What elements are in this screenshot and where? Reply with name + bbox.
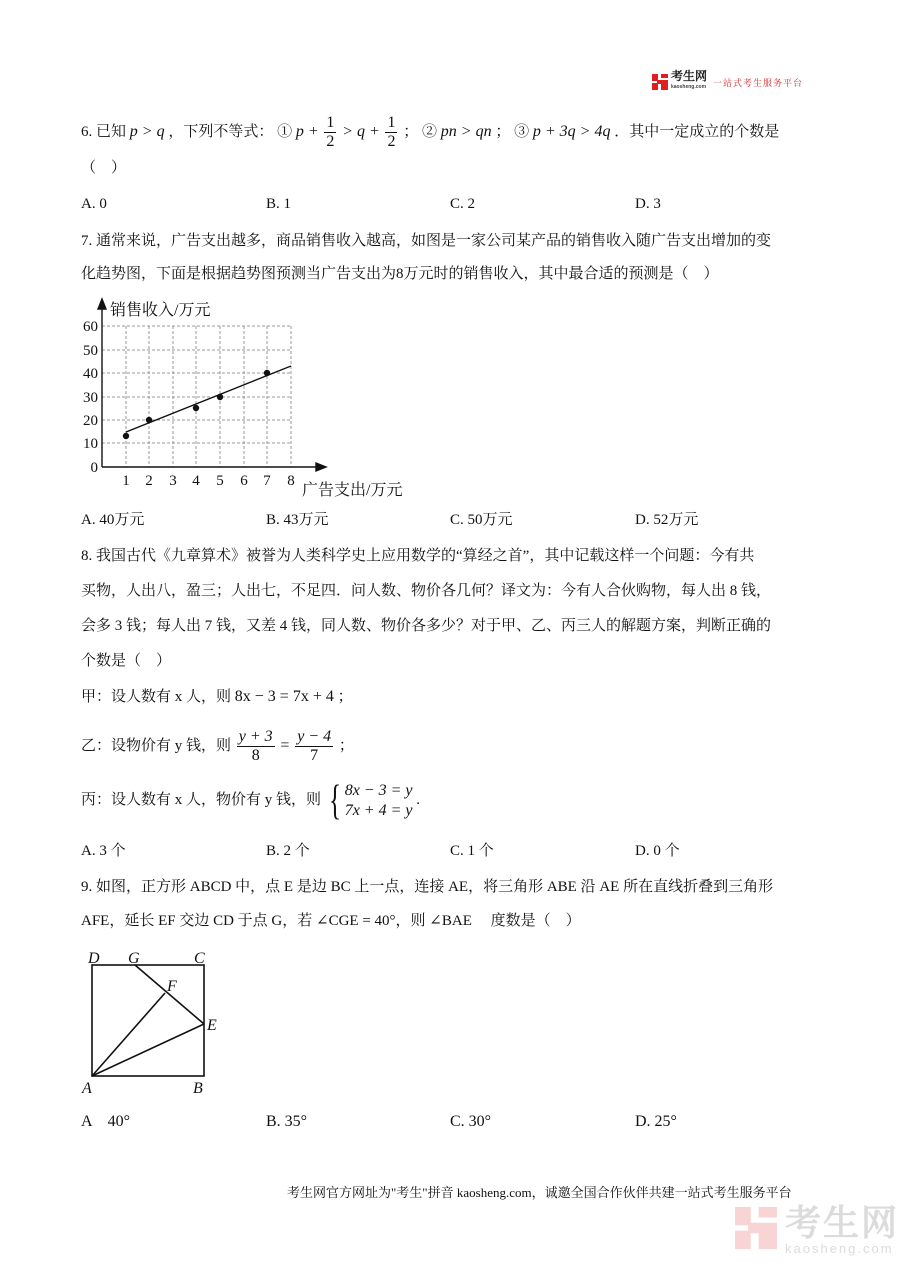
- q6-item3-mark: ③: [514, 123, 530, 140]
- q9-stem-line2: AFE，延长 EF 交边 CD 于点 G，若 ∠CGE = 40°，则 ∠BAE 度数是（ ）: [81, 913, 581, 929]
- q6-tail: ．其中一定成立的个数是: [614, 123, 780, 140]
- svg-text:30: 30: [83, 390, 98, 406]
- q7-option-c[interactable]: C. 50万元: [450, 512, 513, 528]
- q8-solution-yi: [81, 726, 354, 766]
- chart-axes: [98, 299, 326, 471]
- svg-text:A: A: [82, 1080, 92, 1095]
- chart-grid: [102, 326, 291, 467]
- watermark-name: 考生网: [785, 1202, 900, 1243]
- svg-text:8: 8: [287, 473, 295, 489]
- jia-equation: 8x − 3 = 7x + 4: [234, 688, 334, 705]
- yi-end: ；: [338, 738, 354, 754]
- svg-text:3: 3: [169, 473, 177, 489]
- q6-item1-right: > q +: [342, 122, 380, 140]
- footer-text: 考生网官方网址为"考生"拼音 kaosheng.com，诚邀全国合作伙伴共建一站式考生服务平台: [287, 1185, 792, 1200]
- q8-solution-jia: [81, 687, 353, 707]
- svg-text:10: 10: [83, 436, 98, 452]
- logo-icon: [652, 74, 668, 90]
- q6-mid: ，下列不等式：: [168, 123, 274, 140]
- yi-equals: =: [280, 737, 290, 754]
- svg-text:1: 1: [122, 473, 130, 489]
- svg-text:60: 60: [83, 319, 98, 335]
- header-logo: [652, 71, 803, 93]
- q9-option-b[interactable]: B. 35°: [266, 1113, 308, 1130]
- q8-stem-line3: 会多 3 钱；每人出 7 钱，又差 4 钱，同人数、物价各多少？对于甲、乙、丙三人的解题方案，判断正确的: [81, 618, 772, 634]
- svg-text:6: 6: [240, 473, 248, 489]
- q7-option-b[interactable]: B. 43万元: [266, 512, 329, 528]
- q6-item2: pn > qn: [440, 122, 492, 140]
- q6-item2-mark: ②: [422, 123, 438, 140]
- q8-stem-line1: 8. 我国古代《九章算术》被誉为人类科学史上应用数学的“算经之首”，其中记载这样一个问题：今有共: [81, 548, 755, 564]
- svg-text:0: 0: [90, 460, 98, 476]
- q6-sep: ；: [495, 123, 511, 140]
- q9-option-a[interactable]: A 40°: [81, 1113, 131, 1130]
- q6-option-c[interactable]: C. 2: [450, 196, 476, 212]
- logo-domain: kaosheng.com: [671, 84, 707, 90]
- q7-option-a[interactable]: A. 40万元: [81, 512, 145, 528]
- q7-option-d[interactable]: D. 52万元: [635, 512, 699, 528]
- svg-text:50: 50: [83, 343, 98, 359]
- watermark-logo-icon: [735, 1207, 777, 1254]
- q8-option-a[interactable]: A. 3 个: [81, 843, 126, 859]
- q9-option-c[interactable]: C. 30°: [450, 1113, 492, 1130]
- q6-item3: p + 3q > 4q: [532, 122, 611, 140]
- q7-stem-line2: 化趋势图，下面是根据趋势图预测当广告支出为8万元时的销售收入，其中最合适的预测是（ ）: [81, 266, 719, 282]
- svg-text:7: 7: [263, 473, 271, 489]
- bing-eq2: 7x + 4 = y: [344, 801, 413, 819]
- q8-stem-line2: 买物，人出八，盈三；人出七，不足四．问人数、物价各几何？译文为：今有人合伙购物，每人出 8 钱，: [81, 583, 772, 599]
- q8-option-c[interactable]: C. 1 个: [450, 843, 494, 859]
- q6-answer-paren: （ ）: [81, 160, 127, 176]
- q9-option-d[interactable]: D. 25°: [635, 1113, 677, 1130]
- q6-fraction-1: $\frac{1}{2}$: [326, 114, 335, 150]
- svg-text:D: D: [88, 950, 100, 967]
- q6-option-d[interactable]: D. 3: [635, 196, 661, 212]
- sales-chart: [80, 295, 420, 500]
- svg-text:20: 20: [83, 413, 98, 429]
- q8-solution-bing: [81, 778, 420, 822]
- q6-condition: p > q: [129, 122, 165, 140]
- q6-item1-mark: ①: [277, 123, 293, 140]
- q8-option-b[interactable]: B. 2 个: [266, 843, 310, 859]
- q7-stem-line1: 7. 通常来说，广告支出越多，商品销售收入越高，如图是一家公司某产品的销售收入随广告支出增加的变: [81, 233, 772, 249]
- chart-x-label: 广告支出/万元: [302, 482, 403, 499]
- q9-stem-line1: 9. 如图，正方形 ABCD 中，点 E 是边 BC 上一点，连接 AE，将三角形 ABE 沿 AE 所在直线折叠到三角形: [81, 879, 774, 895]
- yi-text: 乙：设物价有 y 钱，则: [81, 738, 232, 754]
- svg-text:2: 2: [145, 473, 153, 489]
- q8-stem-line4: 个数是（ ）: [81, 653, 172, 669]
- chart-y-label: 销售收入/万元: [110, 302, 211, 319]
- svg-text:4: 4: [192, 473, 200, 489]
- svg-text:B: B: [193, 1080, 203, 1095]
- yi-fraction-1: $\frac{y + 3}{8}$: [238, 728, 273, 765]
- bing-end: .: [416, 792, 420, 808]
- geometry-svg: [80, 945, 230, 1095]
- svg-text:C: C: [194, 950, 205, 967]
- bing-eq1: 8x − 3 = y: [344, 781, 413, 799]
- svg-text:E: E: [207, 1017, 217, 1034]
- jia-text: 甲：设人数有 x 人，则: [81, 689, 232, 705]
- logo-name: 考生网: [671, 69, 708, 83]
- q6-stem: [81, 114, 779, 151]
- svg-text:5: 5: [216, 473, 224, 489]
- left-brace: {: [328, 777, 341, 824]
- svg-text:G: G: [128, 950, 140, 967]
- watermark: [735, 1202, 900, 1256]
- square-figure: [80, 945, 230, 1095]
- svg-text:40: 40: [83, 366, 98, 382]
- q8-option-d[interactable]: D. 0 个: [635, 843, 680, 859]
- jia-end: ；: [337, 689, 353, 705]
- watermark-domain: kaosheng.com: [785, 1241, 894, 1256]
- svg-text:F: F: [167, 978, 177, 995]
- q6-sep: ；: [403, 123, 419, 140]
- q6-option-b[interactable]: B. 1: [266, 196, 292, 212]
- q6-option-a[interactable]: A. 0: [81, 196, 107, 212]
- q6-item1-left: p +: [295, 122, 319, 140]
- q6-prefix: 6. 已知: [81, 123, 127, 140]
- bing-system: [345, 781, 413, 821]
- bing-text: 丙：设人数有 x 人，物价有 y 钱，则: [81, 792, 322, 808]
- chart-svg: [80, 295, 420, 500]
- header-slogan: 一站式考生服务平台: [713, 77, 804, 88]
- q6-fraction-2: $\frac{1}{2}$: [387, 114, 396, 150]
- yi-fraction-2: $\frac{y - 4}{7}$: [297, 728, 332, 765]
